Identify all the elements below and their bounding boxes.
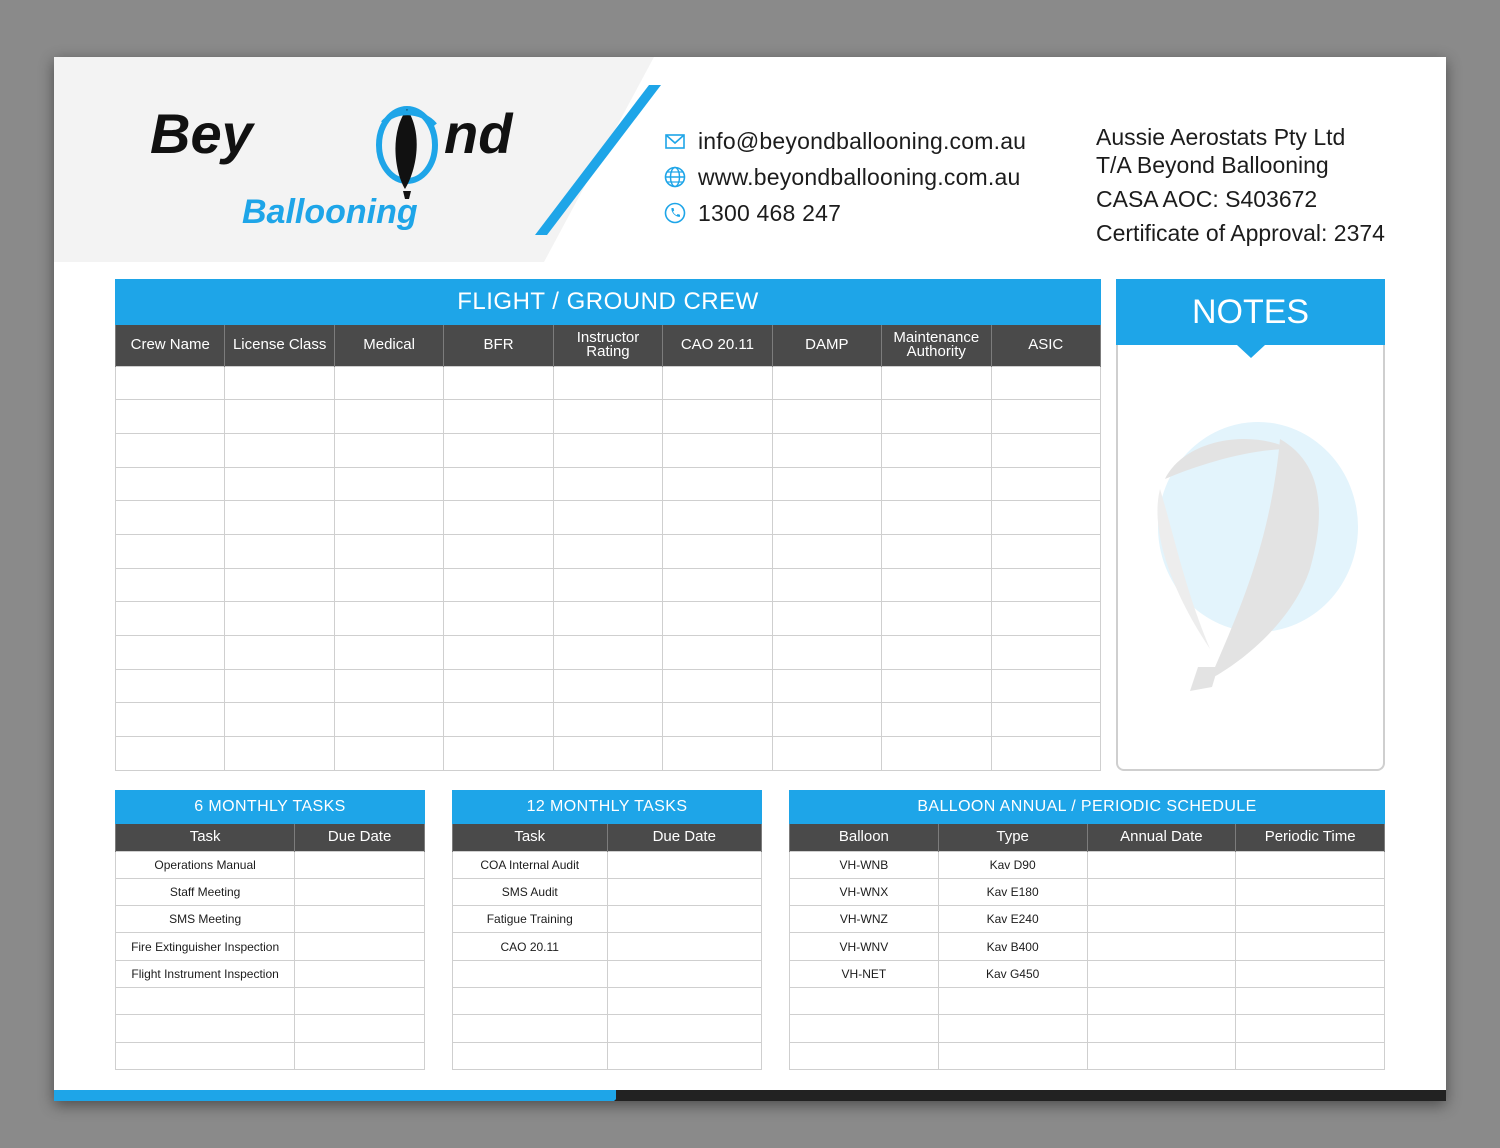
table-cell[interactable] xyxy=(663,467,772,501)
table-cell[interactable] xyxy=(882,433,991,467)
svg-text:Ballooning: Ballooning xyxy=(242,193,418,231)
table-cell[interactable]: Kav G450 xyxy=(938,960,1087,987)
table-cell[interactable] xyxy=(334,433,443,467)
contact-phone-row xyxy=(662,195,1026,231)
table-cell[interactable] xyxy=(295,906,425,933)
footer-blue-stripe xyxy=(54,1090,654,1101)
table-cell[interactable] xyxy=(444,467,553,501)
email-link[interactable]: info@beyondballooning.com.au xyxy=(698,127,1027,154)
table-cell[interactable] xyxy=(663,669,772,703)
table-cell[interactable] xyxy=(790,987,939,1014)
crew-table xyxy=(115,325,1101,771)
table-cell[interactable] xyxy=(225,636,334,670)
table-cell[interactable]: VH-WNV xyxy=(790,933,939,960)
table-cell[interactable] xyxy=(334,568,443,602)
company-trading-as: T/A Beyond Ballooning xyxy=(1096,152,1329,178)
six-monthly-table xyxy=(115,824,425,1070)
table-cell[interactable] xyxy=(1236,960,1385,987)
table-cell[interactable] xyxy=(116,602,225,636)
table-cell[interactable] xyxy=(116,433,225,467)
table-cell[interactable] xyxy=(116,501,225,535)
table-cell[interactable] xyxy=(225,501,334,535)
table-row xyxy=(790,906,1385,933)
table-cell[interactable] xyxy=(334,501,443,535)
column-header: Balloon xyxy=(790,824,939,851)
table-cell[interactable] xyxy=(607,933,762,960)
table-cell[interactable] xyxy=(663,400,772,434)
table-row xyxy=(116,933,425,960)
table-cell[interactable] xyxy=(663,568,772,602)
phone-icon xyxy=(662,200,688,226)
table-cell[interactable] xyxy=(444,366,553,400)
table-cell[interactable] xyxy=(334,467,443,501)
table-row xyxy=(790,1015,1385,1042)
table-row xyxy=(453,851,762,878)
column-header: CAO 20.11 xyxy=(663,325,772,366)
table-row xyxy=(116,878,425,905)
table-cell[interactable] xyxy=(991,400,1101,434)
table-row xyxy=(116,636,1101,670)
table-cell[interactable] xyxy=(444,737,553,771)
table-cell[interactable] xyxy=(334,703,443,737)
footer-stripe-join xyxy=(614,1090,626,1101)
table-cell[interactable] xyxy=(453,1042,608,1069)
table-cell[interactable] xyxy=(991,534,1101,568)
company-name: Aussie Aerostats Pty Ltd xyxy=(1096,124,1346,150)
table-cell[interactable] xyxy=(334,400,443,434)
table-row xyxy=(116,737,1101,771)
table-cell[interactable] xyxy=(790,1042,939,1069)
table-cell[interactable] xyxy=(1236,987,1385,1014)
table-cell[interactable] xyxy=(444,433,553,467)
table-cell[interactable] xyxy=(116,703,225,737)
certificate-of-approval: Certificate of Approval: 2374 xyxy=(1096,220,1385,246)
table-cell[interactable] xyxy=(938,1015,1087,1042)
table-cell[interactable] xyxy=(772,568,881,602)
table-cell[interactable] xyxy=(772,467,881,501)
table-cell[interactable] xyxy=(225,534,334,568)
table-cell[interactable] xyxy=(607,851,762,878)
table-cell[interactable] xyxy=(1236,851,1385,878)
table-cell[interactable] xyxy=(882,602,991,636)
crew-table-title: FLIGHT / GROUND CREW xyxy=(115,279,1101,325)
table-cell[interactable] xyxy=(225,433,334,467)
table-cell[interactable]: Fatigue Training xyxy=(453,906,608,933)
table-cell[interactable] xyxy=(663,534,772,568)
table-cell[interactable] xyxy=(882,737,991,771)
table-cell[interactable] xyxy=(295,878,425,905)
table-cell[interactable]: SMS Audit xyxy=(453,878,608,905)
twelve-monthly-body xyxy=(453,851,762,1069)
table-cell[interactable] xyxy=(295,1042,425,1069)
table-cell[interactable] xyxy=(444,669,553,703)
table-cell[interactable] xyxy=(991,737,1101,771)
table-cell[interactable] xyxy=(772,737,881,771)
table-cell[interactable]: Operations Manual xyxy=(116,851,295,878)
table-cell[interactable] xyxy=(663,433,772,467)
table-row xyxy=(116,400,1101,434)
table-cell[interactable] xyxy=(772,366,881,400)
table-cell[interactable]: CAO 20.11 xyxy=(453,933,608,960)
table-row xyxy=(453,960,762,987)
column-header: Periodic Time xyxy=(1236,824,1385,851)
table-cell[interactable] xyxy=(772,636,881,670)
table-cell[interactable] xyxy=(991,467,1101,501)
table-cell[interactable] xyxy=(772,602,881,636)
table-row xyxy=(116,602,1101,636)
table-cell[interactable] xyxy=(553,467,662,501)
table-row xyxy=(790,851,1385,878)
table-cell[interactable] xyxy=(772,669,881,703)
beyond-ballooning-logo xyxy=(142,95,562,235)
table-cell[interactable] xyxy=(116,366,225,400)
six-monthly-section xyxy=(115,790,425,1070)
table-row xyxy=(116,906,425,933)
column-header: Task xyxy=(116,824,295,851)
column-header: DAMP xyxy=(772,325,881,366)
table-cell[interactable]: Staff Meeting xyxy=(116,878,295,905)
table-cell[interactable] xyxy=(116,987,295,1014)
table-cell[interactable]: VH-NET xyxy=(790,960,939,987)
table-cell[interactable] xyxy=(938,1042,1087,1069)
svg-text:Bey: Bey xyxy=(150,102,253,165)
table-cell[interactable] xyxy=(1087,1015,1236,1042)
table-cell[interactable]: VH-WNB xyxy=(790,851,939,878)
table-cell[interactable] xyxy=(553,568,662,602)
table-cell[interactable] xyxy=(116,568,225,602)
table-cell[interactable] xyxy=(772,400,881,434)
six-monthly-title: 6 MONTHLY TASKS xyxy=(115,790,425,824)
crew-table-body xyxy=(116,366,1101,770)
table-cell[interactable] xyxy=(225,400,334,434)
table-cell[interactable] xyxy=(116,1015,295,1042)
table-cell[interactable] xyxy=(663,636,772,670)
table-cell[interactable] xyxy=(334,669,443,703)
table-cell[interactable] xyxy=(938,987,1087,1014)
table-row xyxy=(116,987,425,1014)
table-cell[interactable] xyxy=(553,669,662,703)
table-cell[interactable] xyxy=(444,568,553,602)
contact-email-row xyxy=(662,123,1026,159)
contact-block xyxy=(662,123,1026,231)
table-cell[interactable] xyxy=(1236,906,1385,933)
table-cell[interactable] xyxy=(116,534,225,568)
table-row xyxy=(116,366,1101,400)
table-cell[interactable] xyxy=(1236,1015,1385,1042)
table-cell[interactable] xyxy=(553,737,662,771)
table-cell[interactable]: Fire Extinguisher Inspection xyxy=(116,933,295,960)
table-cell[interactable] xyxy=(444,636,553,670)
table-cell[interactable] xyxy=(882,467,991,501)
table-cell[interactable] xyxy=(225,366,334,400)
column-header: ASIC xyxy=(991,325,1101,366)
table-cell[interactable] xyxy=(453,1015,608,1042)
balloon-schedule-body xyxy=(790,851,1385,1069)
table-cell[interactable]: COA Internal Audit xyxy=(453,851,608,878)
table-cell[interactable] xyxy=(295,851,425,878)
table-cell[interactable] xyxy=(116,737,225,771)
table-cell[interactable] xyxy=(116,400,225,434)
crew-section xyxy=(115,279,1101,771)
table-cell[interactable] xyxy=(334,534,443,568)
table-cell[interactable]: VH-WNX xyxy=(790,878,939,905)
table-cell[interactable] xyxy=(663,737,772,771)
column-header: Annual Date xyxy=(1087,824,1236,851)
table-cell[interactable]: Kav E180 xyxy=(938,878,1087,905)
table-cell[interactable] xyxy=(1087,851,1236,878)
table-cell[interactable] xyxy=(444,534,553,568)
table-cell[interactable] xyxy=(334,366,443,400)
table-cell[interactable] xyxy=(334,737,443,771)
company-details xyxy=(1096,123,1385,247)
table-cell[interactable] xyxy=(882,366,991,400)
table-cell[interactable] xyxy=(772,433,881,467)
table-cell[interactable]: Kav E240 xyxy=(938,906,1087,933)
table-row xyxy=(116,433,1101,467)
table-cell[interactable]: SMS Meeting xyxy=(116,906,295,933)
table-cell[interactable] xyxy=(444,703,553,737)
table-cell[interactable] xyxy=(991,636,1101,670)
table-cell[interactable] xyxy=(553,433,662,467)
twelve-monthly-table xyxy=(452,824,762,1070)
table-cell[interactable] xyxy=(663,366,772,400)
globe-icon xyxy=(662,164,688,190)
table-row xyxy=(116,1042,425,1069)
table-cell[interactable] xyxy=(882,568,991,602)
six-monthly-body xyxy=(116,851,425,1069)
table-cell[interactable]: VH-WNZ xyxy=(790,906,939,933)
balloon-schedule-section xyxy=(789,790,1385,1070)
table-cell[interactable] xyxy=(607,987,762,1014)
table-row xyxy=(790,1042,1385,1069)
table-cell[interactable] xyxy=(553,534,662,568)
column-header: Due Date xyxy=(607,824,762,851)
notes-title: NOTES xyxy=(1116,279,1385,345)
table-row xyxy=(116,534,1101,568)
table-row xyxy=(790,987,1385,1014)
table-cell[interactable] xyxy=(225,568,334,602)
table-cell[interactable] xyxy=(1087,933,1236,960)
table-cell[interactable] xyxy=(1087,906,1236,933)
casa-aoc: CASA AOC: S403672 xyxy=(1096,186,1318,212)
table-cell[interactable] xyxy=(295,1015,425,1042)
table-cell[interactable] xyxy=(444,501,553,535)
column-header: Type xyxy=(938,824,1087,851)
table-cell[interactable] xyxy=(225,602,334,636)
column-header: License Class xyxy=(225,325,334,366)
table-cell[interactable] xyxy=(882,534,991,568)
table-cell[interactable] xyxy=(607,960,762,987)
table-cell[interactable] xyxy=(991,366,1101,400)
notes-pointer xyxy=(1237,345,1265,358)
table-cell[interactable] xyxy=(1236,1042,1385,1069)
column-header: Maintenance Authority xyxy=(882,325,991,366)
table-cell[interactable] xyxy=(553,400,662,434)
table-cell[interactable] xyxy=(991,703,1101,737)
table-row xyxy=(453,1042,762,1069)
twelve-monthly-section xyxy=(452,790,762,1070)
table-cell[interactable] xyxy=(991,602,1101,636)
table-cell[interactable] xyxy=(225,669,334,703)
table-cell[interactable] xyxy=(116,669,225,703)
table-cell[interactable] xyxy=(225,737,334,771)
balloon-schedule-title: BALLOON ANNUAL / PERIODIC SCHEDULE xyxy=(789,790,1385,824)
table-cell[interactable]: Flight Instrument Inspection xyxy=(116,960,295,987)
table-cell[interactable] xyxy=(790,1015,939,1042)
table-cell[interactable] xyxy=(991,433,1101,467)
table-cell[interactable] xyxy=(607,906,762,933)
table-row xyxy=(453,906,762,933)
table-cell[interactable] xyxy=(607,1015,762,1042)
table-cell[interactable] xyxy=(553,366,662,400)
table-cell[interactable] xyxy=(882,669,991,703)
table-cell[interactable] xyxy=(991,501,1101,535)
table-cell[interactable] xyxy=(772,534,881,568)
table-row xyxy=(116,1015,425,1042)
table-row xyxy=(116,669,1101,703)
table-row xyxy=(453,933,762,960)
table-row xyxy=(453,878,762,905)
table-cell[interactable] xyxy=(453,960,608,987)
table-row xyxy=(453,1015,762,1042)
contact-website-row xyxy=(662,159,1026,195)
table-cell[interactable] xyxy=(453,987,608,1014)
table-cell[interactable] xyxy=(882,636,991,670)
table-cell[interactable] xyxy=(1087,960,1236,987)
table-cell[interactable] xyxy=(772,703,881,737)
column-header: Instructor Rating xyxy=(553,325,662,366)
table-cell[interactable] xyxy=(882,501,991,535)
column-header: Task xyxy=(453,824,608,851)
table-cell[interactable] xyxy=(116,636,225,670)
svg-text:nd: nd xyxy=(444,102,513,165)
table-cell[interactable] xyxy=(1236,878,1385,905)
column-header: BFR xyxy=(444,325,553,366)
phone-number: 1300 468 247 xyxy=(698,199,842,226)
table-cell[interactable] xyxy=(663,501,772,535)
table-row xyxy=(453,987,762,1014)
balloon-watermark-icon xyxy=(1140,419,1365,709)
table-cell[interactable] xyxy=(334,636,443,670)
table-cell[interactable] xyxy=(991,568,1101,602)
column-header: Medical xyxy=(334,325,443,366)
table-cell[interactable] xyxy=(225,703,334,737)
twelve-monthly-title: 12 MONTHLY TASKS xyxy=(452,790,762,824)
table-cell[interactable] xyxy=(991,669,1101,703)
table-row xyxy=(790,933,1385,960)
envelope-icon xyxy=(662,128,688,154)
table-cell[interactable] xyxy=(607,878,762,905)
crew-board xyxy=(54,57,1446,1101)
balloon-schedule-table xyxy=(789,824,1385,1070)
table-cell[interactable] xyxy=(772,501,881,535)
table-cell[interactable]: Kav B400 xyxy=(938,933,1087,960)
table-cell[interactable] xyxy=(1087,987,1236,1014)
table-cell[interactable] xyxy=(1236,933,1385,960)
table-cell[interactable] xyxy=(882,703,991,737)
column-header: Crew Name xyxy=(116,325,225,366)
notes-panel[interactable] xyxy=(1116,279,1385,771)
table-cell[interactable] xyxy=(116,1042,295,1069)
column-header: Due Date xyxy=(295,824,425,851)
table-cell[interactable] xyxy=(295,987,425,1014)
table-cell[interactable] xyxy=(663,703,772,737)
table-row xyxy=(116,703,1101,737)
table-cell[interactable] xyxy=(444,602,553,636)
table-row xyxy=(116,467,1101,501)
table-cell[interactable] xyxy=(882,400,991,434)
table-row xyxy=(790,878,1385,905)
table-cell[interactable] xyxy=(1087,1042,1236,1069)
table-cell[interactable] xyxy=(116,467,225,501)
table-cell[interactable] xyxy=(334,602,443,636)
table-row xyxy=(116,851,425,878)
table-cell[interactable] xyxy=(444,400,553,434)
footer-dark-stripe xyxy=(616,1090,1446,1101)
table-row xyxy=(116,501,1101,535)
table-row xyxy=(116,568,1101,602)
table-cell[interactable] xyxy=(553,602,662,636)
table-cell[interactable] xyxy=(663,602,772,636)
table-cell[interactable] xyxy=(553,636,662,670)
table-cell[interactable] xyxy=(295,960,425,987)
table-row xyxy=(116,960,425,987)
table-cell[interactable] xyxy=(1087,878,1236,905)
website-link[interactable]: www.beyondballooning.com.au xyxy=(698,163,1021,190)
table-cell[interactable] xyxy=(553,501,662,535)
table-cell[interactable] xyxy=(607,1042,762,1069)
table-cell[interactable]: Kav D90 xyxy=(938,851,1087,878)
table-row xyxy=(790,960,1385,987)
table-cell[interactable] xyxy=(295,933,425,960)
table-cell[interactable] xyxy=(225,467,334,501)
table-cell[interactable] xyxy=(553,703,662,737)
